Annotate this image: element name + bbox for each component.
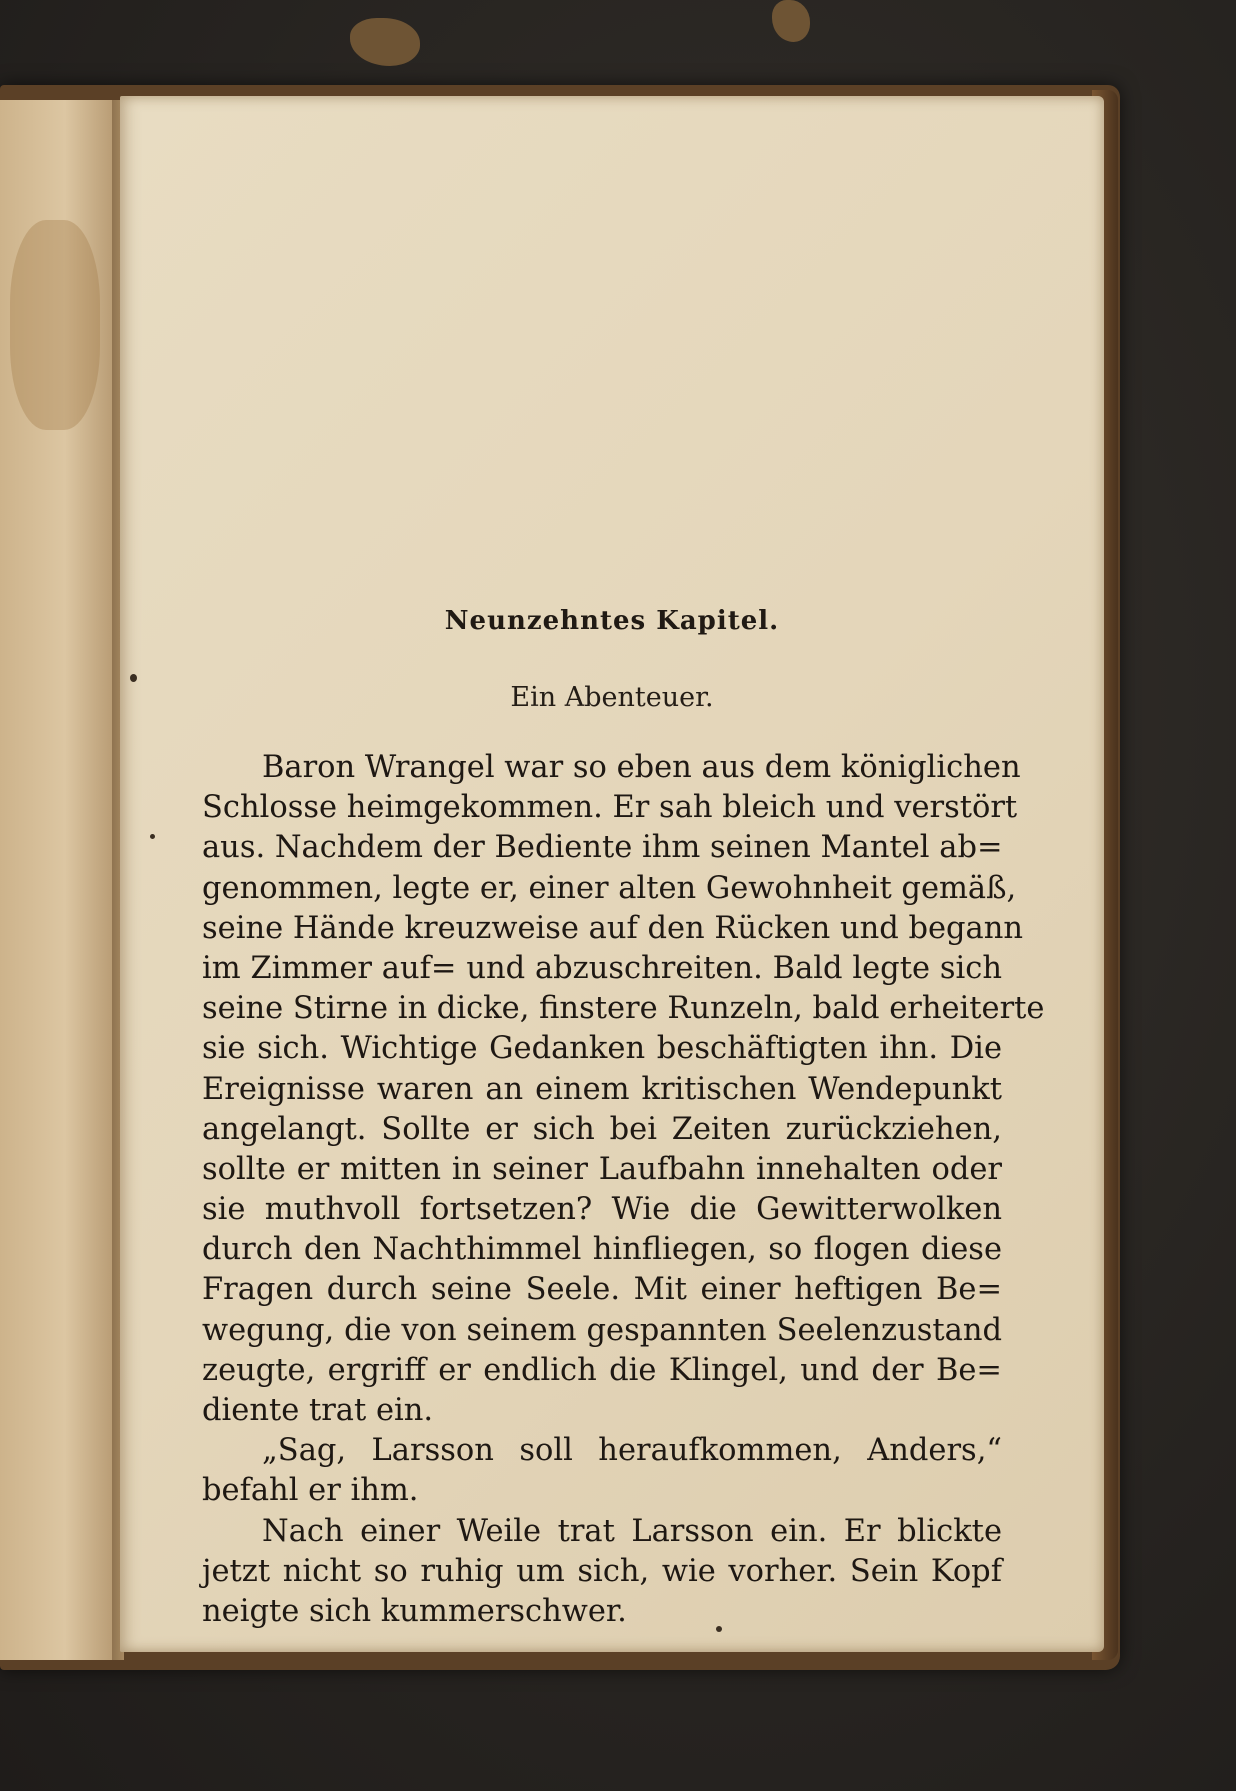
ink-speck: [716, 1626, 722, 1632]
text-line: Baron Wrangel war so eben aus dem königlichen: [262, 750, 1021, 785]
text-line: seine Hände kreuzweise auf den Rücken und begann: [202, 910, 1024, 946]
text-line: befahl er ihm.: [202, 1473, 419, 1509]
text-line: genommen, legte er, einer alten Gewohnheit gemäß,: [202, 870, 1017, 906]
page-stain: [10, 220, 100, 430]
text-line: im Zimmer auf= und abzuschreiten. Bald legte sich: [202, 950, 1002, 986]
text-line: seine Stirne in dicke, finstere Runzeln, bald erheiterte: [202, 991, 1045, 1027]
text-line: durch den Nachthimmel hinfliegen, so flogen diese: [202, 1232, 1002, 1268]
text-line: angelangt. Sollte er sich bei Zeiten zurückziehen,: [202, 1111, 1002, 1147]
text-line: Ereignisse waren an einem kritischen Wendepunkt: [202, 1071, 1002, 1107]
text-line: sollte er mitten in seiner Laufbahn innehalten oder: [202, 1151, 1002, 1187]
text-line: Nach einer Weile trat Larsson ein. Er blickte: [262, 1513, 1002, 1549]
text-line: Schlosse heimgekommen. Er sah bleich und verstört: [202, 790, 1018, 826]
right-page: [120, 96, 1104, 1652]
chapter-heading: Neunzehntes Kapitel.: [444, 606, 780, 636]
body-text: [202, 748, 1045, 1632]
ink-speck: [130, 674, 137, 682]
text-line: zeugte, ergriff er endlich die Klingel, und der Be=: [202, 1352, 1002, 1388]
text-line: Fragen durch seine Seele. Mit einer heftigen Be=: [202, 1272, 1002, 1308]
ink-speck: [150, 834, 155, 839]
text-line: neigte sich kummerschwer.: [202, 1593, 627, 1629]
text-line: sie sich. Wichtige Gedanken beschäftigten ihn. Die: [202, 1031, 1002, 1067]
text-line: diente trat ein.: [202, 1393, 434, 1428]
text-line: aus. Nachdem der Bediente ihm seinen Mantel ab=: [202, 830, 1003, 866]
text-line: jetzt nicht so ruhig um sich, wie vorher. Sein Kopf: [202, 1553, 1002, 1589]
text-line: „Sag, Larsson soll heraufkommen, Anders,“: [262, 1433, 1002, 1469]
chapter-subtitle: Ein Abenteuer.: [510, 682, 714, 713]
left-page: [0, 100, 118, 1660]
text-line: wegung, die von seinem gespannten Seelenzustand: [202, 1312, 1002, 1348]
text-line: sie muthvoll fortsetzen? Wie die Gewitterwolken: [202, 1192, 1002, 1228]
